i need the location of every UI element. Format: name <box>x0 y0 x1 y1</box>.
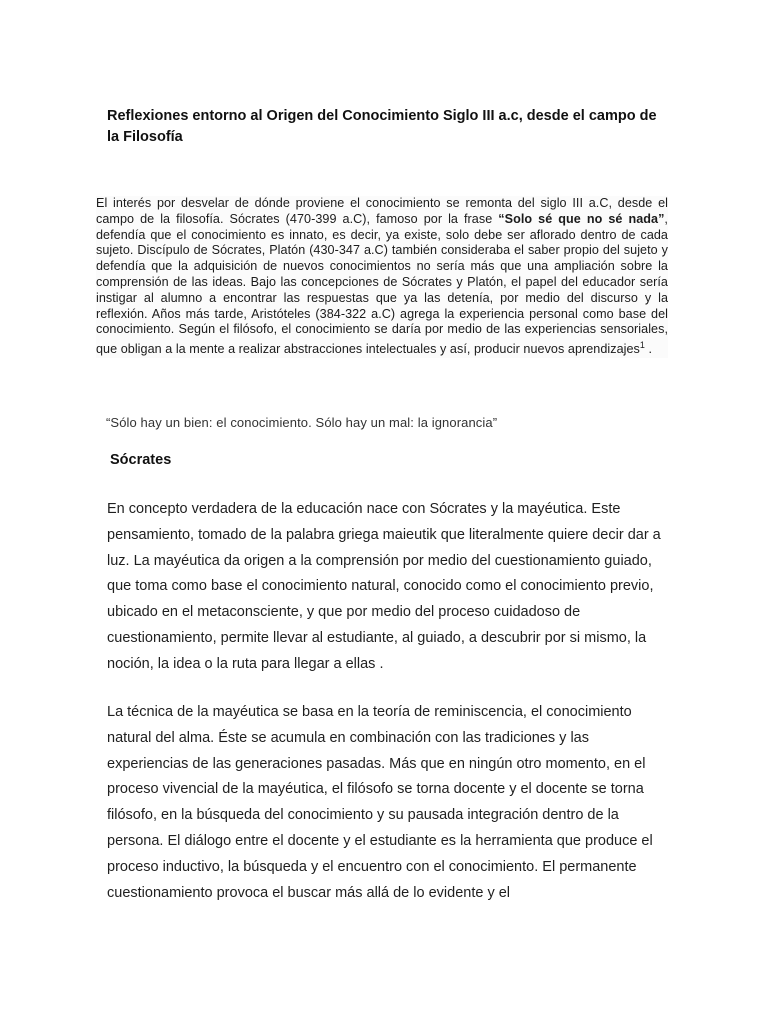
scan-text-part-1: El interés por desvelar de dónde proviene el conocimiento se remonta del siglo III a.C, desde el campo de la filosofía. Sócrates (470-399 a.C), famoso por la frase <box>96 196 668 226</box>
scanned-paragraph <box>96 196 668 358</box>
socrates-quote: “Sólo hay un bien: el conocimiento. Sólo hay un mal: la ignorancia” <box>106 415 498 430</box>
body-paragraph: La técnica de la mayéutica se basa en la teoría de reminiscencia, el conocimiento natural del alma. Éste se acumula en combinación con las tradiciones y las experiencias de las generaciones pasadas. Más que en ningún otro momento, en el proceso vivencial de la mayéutica, el filósofo se torna docente y el docente se torna filósofo, en la búsqueda del conocimiento y su pausada integración dentro de la persona. El diálogo entre el docente y el estudiante es la herramienta que produce el proceso inductivo, la búsqueda y el encuentro con el conocimiento. El permanente cuestionamiento provoca el buscar más allá de lo evidente y el <box>107 704 653 901</box>
scan-text-end: . <box>644 342 653 357</box>
footnote-marker[interactable]: 1 <box>639 340 645 351</box>
scanned-text-excerpt <box>96 196 668 358</box>
scan-text-part-2: , defendía que el conocimiento es innato, es decir, ya existe, solo debe ser aflorado dentro de cada sujeto. Discípulo de Sócrates, Platón (430-347 a.C) también consideraba el saber propio del sujeto y defendía que la adquisición de nuevos conocimientos no sería más que una ampliación sobre la comprensión de las ideas. Bajo las concepciones de Sócrates y Platón, el papel del educador sería instigar al alumno a encontrar las respuestas que ya las detenía, por medio del discurso y la reflexión. Años más tarde, Aristóteles (384-322 a.C) agrega la experiencia personal como base del conocimiento. Según el filósofo, el conocimiento se daría por medio de las experiencias sensoriales, que obligan a la mente a realizar abstracciones intelectuales y así, producir nuevos aprendizajes <box>96 211 668 357</box>
section-heading: Sócrates <box>110 452 172 468</box>
document-title: Reflexiones entorno al Origen del Conocimiento Siglo III a.c, desde el campo de la Filosofía <box>107 108 657 145</box>
scan-quote-phrase: “Solo sé que no sé nada” <box>498 211 665 226</box>
body-paragraph: En concepto verdadera de la educación nace con Sócrates y la mayéutica. Este pensamiento, tomado de la palabra griega maieutik que literalmente quiere decir dar a luz. La mayéutica da origen a la comprensión por medio del cuestionamiento guiado, que toma como base el conocimiento natural, conocido como el conocimiento previo, ubicado en el metaconsciente, y que por medio del proceso cuidadoso de cuestionamiento, permite llevar al estudiante, al guiado, a descubrir por si mismo, la noción, la idea o la ruta para llegar a ellas . <box>107 501 661 672</box>
